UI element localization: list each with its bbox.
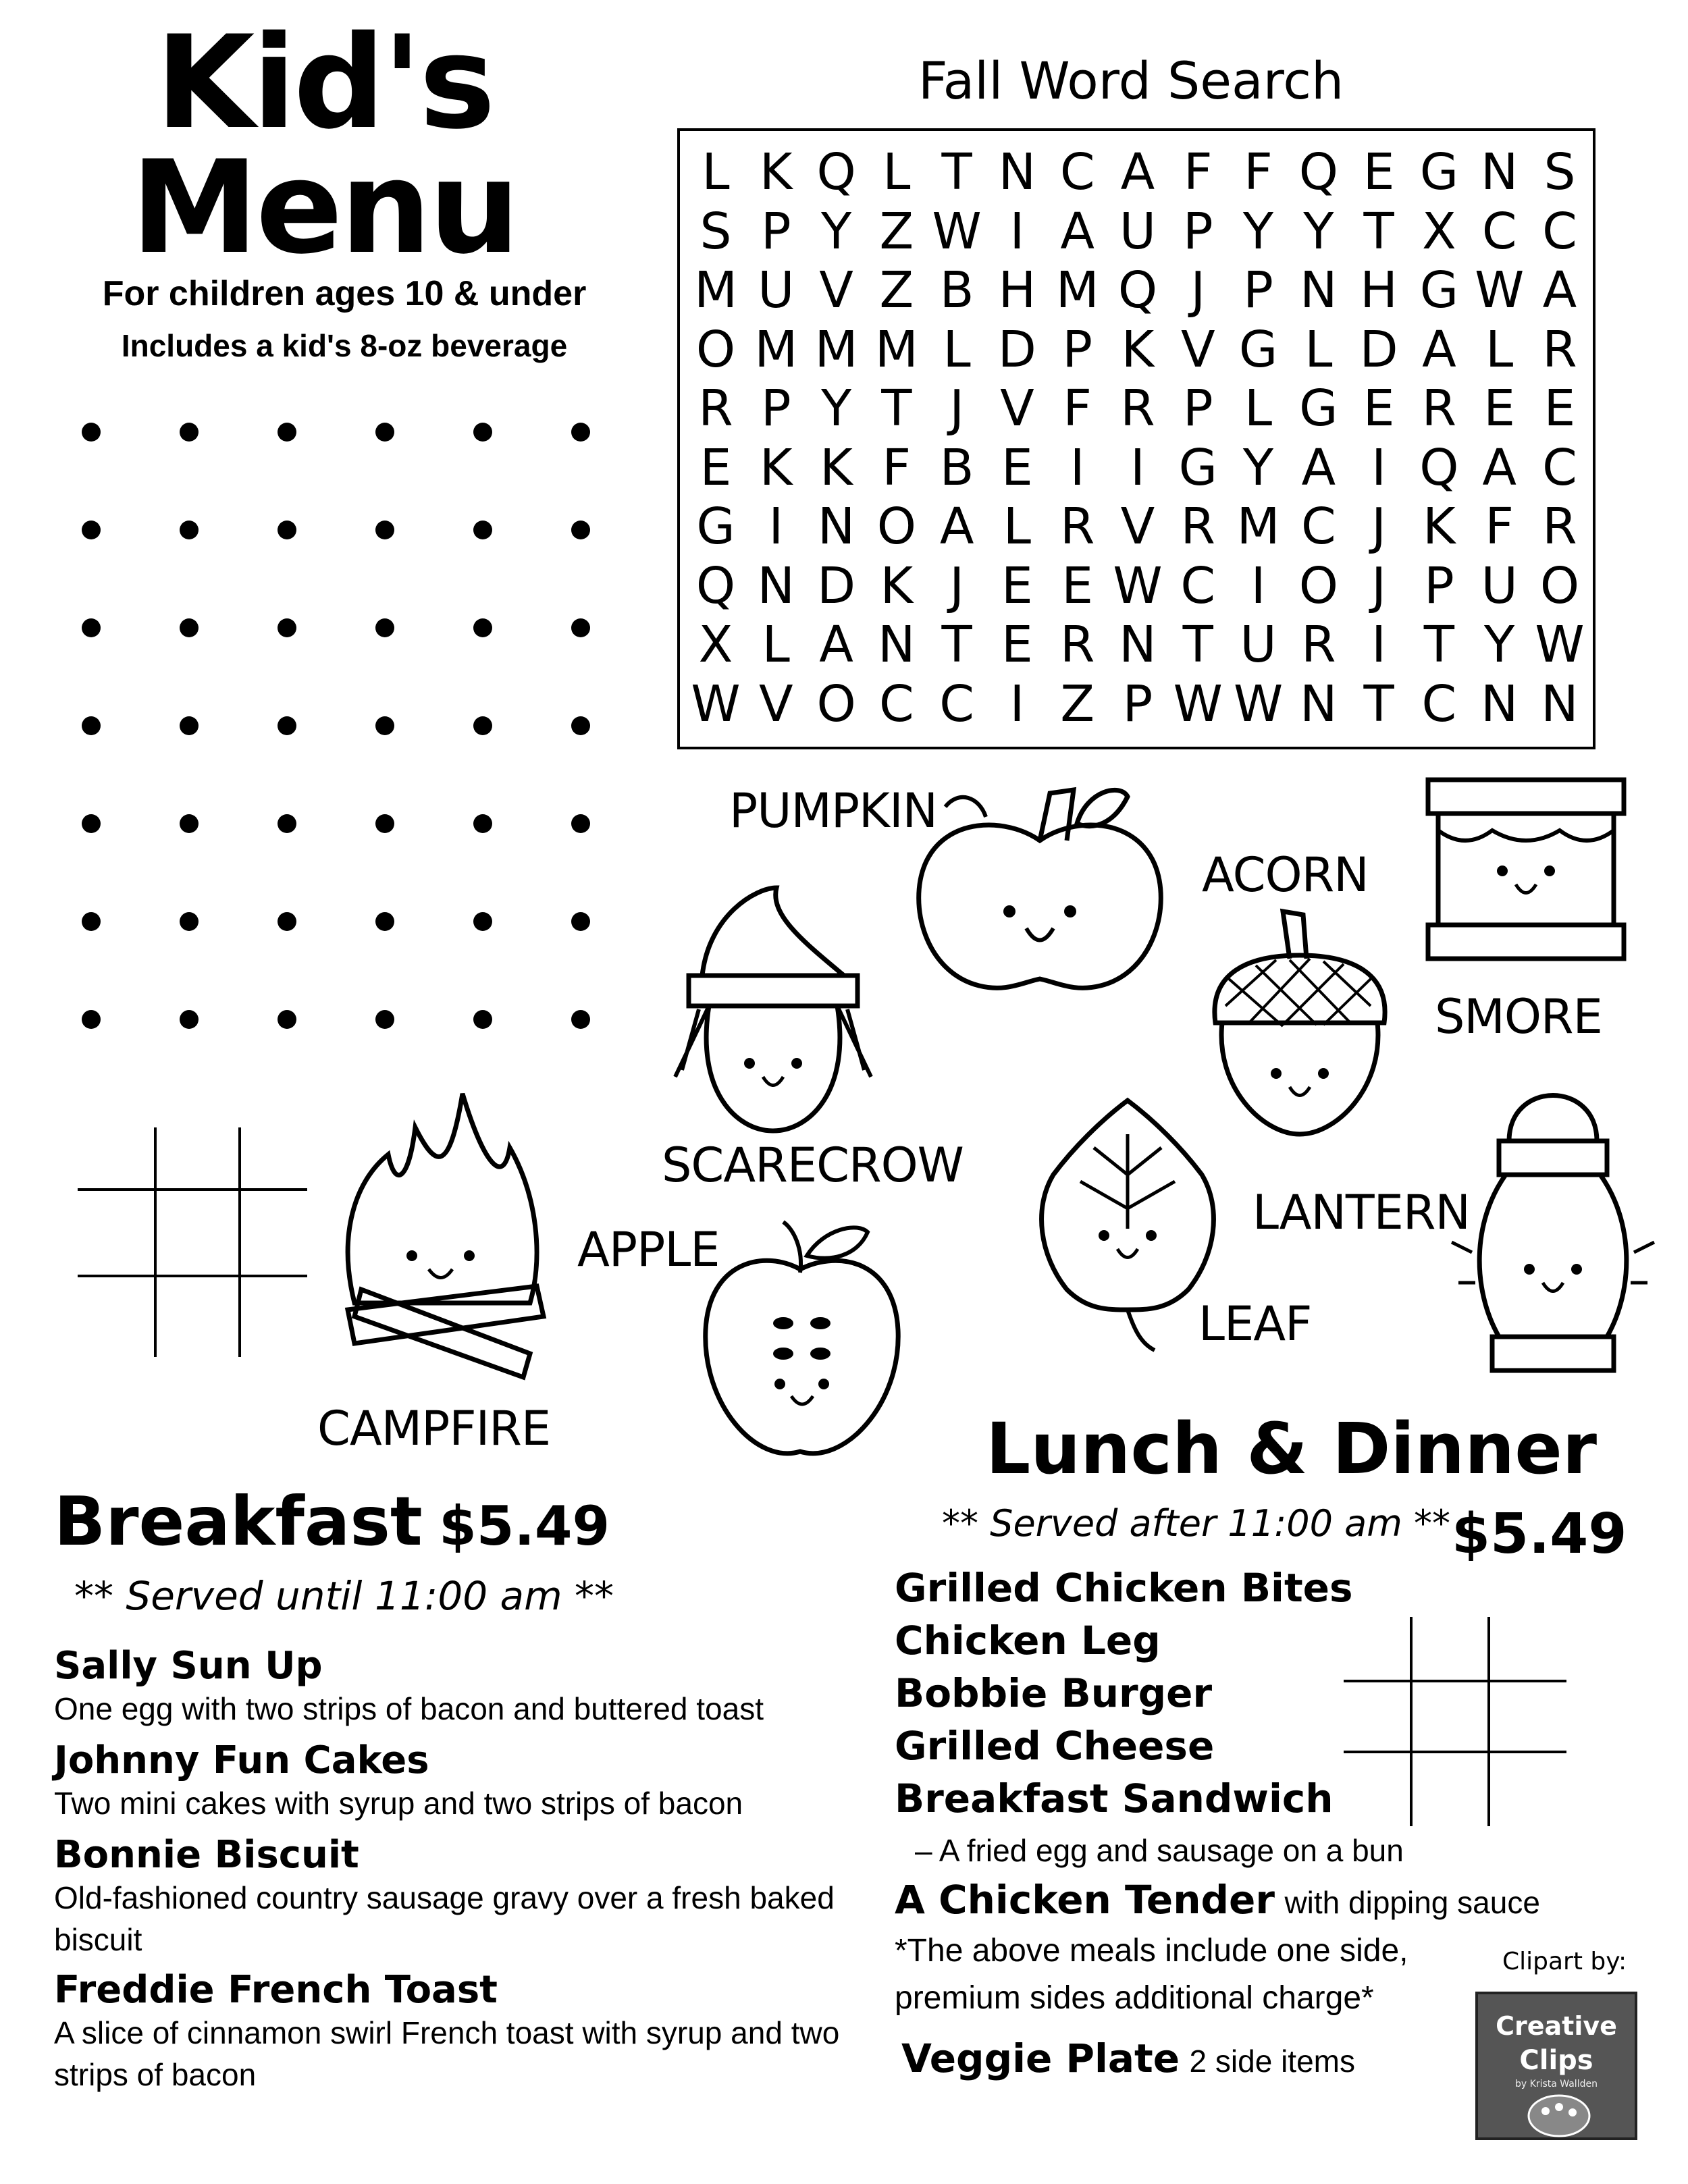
word-search-letter[interactable]: F (1485, 498, 1514, 556)
title-line-2: Menu (130, 133, 518, 282)
word-search-letter[interactable]: N (757, 557, 795, 615)
word-search-letter[interactable]: E (1061, 557, 1094, 615)
word-search-letter[interactable]: D (1359, 321, 1398, 379)
breakfast-served-note: ** Served until 11:00 am ** (74, 1573, 614, 1619)
label-leaf: LEAF (1198, 1296, 1312, 1352)
word-search-letter[interactable]: C (1059, 143, 1095, 201)
word-search-letter[interactable]: V (758, 675, 793, 733)
lunch-item: Grilled Chicken Bites (895, 1565, 1353, 1611)
grid-dot[interactable] (180, 521, 199, 539)
breakfast-item-desc: Two mini cakes with syrup and two strips of bacon (54, 1786, 743, 1821)
veggie-plate-desc: 2 side items (1189, 2044, 1355, 2079)
word-search-letter[interactable]: I (1371, 616, 1386, 674)
word-search-letter[interactable]: Y (820, 203, 852, 261)
word-search-letter[interactable]: M (874, 321, 918, 379)
word-search-letter[interactable]: U (1240, 616, 1277, 674)
grid-dot[interactable] (571, 814, 590, 833)
word-search-letter[interactable]: R (1301, 616, 1336, 674)
tic-tac-toe-grid-right[interactable] (1344, 1617, 1566, 1826)
word-search-letter[interactable]: O (816, 675, 856, 733)
grid-dot[interactable] (375, 521, 394, 539)
word-search-letter[interactable]: M (694, 261, 737, 319)
word-search-letter[interactable]: Z (879, 261, 914, 319)
scarecrow-icon (668, 874, 878, 1144)
word-search-letter[interactable]: T (941, 616, 972, 674)
lunch-item: Grilled Cheese (895, 1723, 1215, 1769)
word-search-letter[interactable]: N (1119, 616, 1157, 674)
grid-dot[interactable] (180, 618, 199, 637)
tic-tac-toe-grid-left[interactable] (78, 1127, 307, 1357)
word-search-letter[interactable]: M (814, 321, 858, 379)
word-search-letter[interactable]: Q (816, 143, 856, 201)
lunch-price: $5.49 (1452, 1502, 1627, 1566)
word-search-letter[interactable]: A (1482, 439, 1516, 497)
word-search-row[interactable] (689, 677, 1587, 731)
word-search-letter[interactable]: E (1001, 439, 1033, 497)
word-search-letter[interactable]: I (1250, 557, 1266, 615)
word-search-letter[interactable]: P (1424, 557, 1454, 615)
word-search-letter[interactable]: K (1121, 321, 1155, 379)
word-search-letter[interactable]: R (1120, 379, 1155, 437)
grid-dot[interactable] (82, 1010, 101, 1029)
breakfast-item-desc: A slice of cinnamon swirl French toast with syrup and two strips of bacon (54, 2015, 840, 2092)
word-search-letter[interactable]: R (1180, 498, 1215, 556)
word-search-letter[interactable]: A (1120, 143, 1155, 201)
label-smore: SMORE (1435, 989, 1602, 1044)
beverage-note: Includes a kid's 8-oz beverage (121, 328, 568, 363)
grid-dot[interactable] (278, 716, 296, 735)
apple-icon (695, 1215, 912, 1472)
word-search-letter[interactable]: Z (879, 203, 914, 261)
creative-clips-logo (1475, 1992, 1637, 2140)
grid-dot[interactable] (180, 716, 199, 735)
word-search-letter[interactable]: A (1422, 321, 1456, 379)
grid-dot[interactable] (278, 814, 296, 833)
word-search-row[interactable] (689, 500, 1587, 554)
word-search-letter[interactable]: Y (1303, 203, 1334, 261)
word-search-letter[interactable]: W (1173, 675, 1223, 733)
word-search-letter[interactable]: X (1422, 203, 1456, 261)
word-search-letter[interactable]: C (1300, 498, 1336, 556)
word-search-letter[interactable]: P (1182, 203, 1213, 261)
grid-dot[interactable] (571, 716, 590, 735)
word-search-letter[interactable]: A (1301, 439, 1336, 497)
breakfast-item-name: Sally Sun Up (54, 1644, 323, 1688)
word-search-letter[interactable]: T (1423, 616, 1454, 674)
grid-dot[interactable] (473, 1010, 492, 1029)
word-search-letter[interactable]: R (698, 379, 733, 437)
word-search-letter[interactable]: C (939, 675, 974, 733)
word-search-row[interactable] (689, 145, 1587, 199)
word-search-row[interactable] (689, 323, 1587, 377)
grid-dot[interactable] (180, 1010, 199, 1029)
word-search-letter[interactable]: L (1304, 321, 1333, 379)
word-search-letter[interactable]: C (1180, 557, 1216, 615)
grid-dot[interactable] (180, 814, 199, 833)
grid-dot[interactable] (571, 521, 590, 539)
word-search-letter[interactable]: E (1363, 379, 1395, 437)
sides-note-line-2: premium sides additional charge* (895, 1980, 1374, 2016)
grid-dot[interactable] (180, 423, 199, 442)
acorn-icon (1202, 905, 1398, 1148)
word-search-letter[interactable]: O (876, 498, 916, 556)
word-search-letter[interactable]: P (1062, 321, 1092, 379)
grid-dot[interactable] (82, 814, 101, 833)
campfire-icon (334, 1087, 557, 1391)
title-line-1: Kid's (155, 8, 493, 157)
label-acorn: ACORN (1202, 847, 1369, 903)
veggie-plate-name: Veggie Plate (901, 2035, 1180, 2081)
word-search-letter[interactable]: K (820, 439, 853, 497)
word-search-letter[interactable]: L (882, 143, 911, 201)
word-search-letter[interactable]: V (1000, 379, 1034, 437)
word-search-letter[interactable]: W (1233, 675, 1284, 733)
grid-dot[interactable] (278, 1010, 296, 1029)
word-search-letter[interactable]: C (1421, 675, 1457, 733)
word-search-letter[interactable]: F (1244, 143, 1273, 201)
grid-dot[interactable] (82, 521, 101, 539)
word-search-letter[interactable]: T (1363, 675, 1394, 733)
word-search-letter[interactable]: R (1542, 321, 1577, 379)
word-search-letter[interactable]: K (760, 439, 793, 497)
word-search-letter[interactable]: T (941, 143, 972, 201)
clipart-credit-label: Clipart by: (1502, 1948, 1627, 1975)
label-campfire: CAMPFIRE (317, 1401, 551, 1456)
word-search-letter[interactable]: T (1182, 616, 1213, 674)
grid-dot[interactable] (82, 423, 101, 442)
word-search-letter[interactable]: I (1070, 439, 1085, 497)
breakfast-item-name: Johnny Fun Cakes (54, 1738, 429, 1782)
chicken-tender-name: A Chicken Tender (895, 1877, 1275, 1923)
word-search-letter[interactable]: H (1360, 261, 1398, 319)
lunch-item: Bobbie Burger (895, 1670, 1213, 1716)
word-search-row[interactable] (689, 618, 1587, 672)
grid-dot[interactable] (375, 912, 394, 931)
breakfast-item-name: Freddie French Toast (54, 1968, 498, 2012)
grid-dot[interactable] (375, 423, 394, 442)
logo-text-2: Clips (1519, 2045, 1593, 2076)
grid-dot[interactable] (473, 716, 492, 735)
grid-dot[interactable] (82, 618, 101, 637)
grid-dot[interactable] (278, 912, 296, 931)
word-search-letter[interactable]: C (879, 675, 914, 733)
word-search-letter[interactable]: K (880, 557, 914, 615)
word-search-letter[interactable]: R (1542, 498, 1577, 556)
word-search-letter[interactable]: N (998, 143, 1036, 201)
veggie-plate-line (901, 2035, 1355, 2082)
word-search-letter[interactable]: L (762, 616, 790, 674)
grid-dot[interactable] (571, 423, 590, 442)
chicken-tender-line (895, 1877, 1540, 1923)
grid-dot[interactable] (375, 716, 394, 735)
word-search-row[interactable] (689, 381, 1587, 435)
word-search-letter[interactable]: F (1063, 379, 1092, 437)
word-search-letter[interactable]: Y (1484, 616, 1515, 674)
breakfast-item (54, 1644, 864, 1730)
word-search-letter[interactable]: A (1060, 203, 1094, 261)
smore-icon (1425, 776, 1627, 965)
word-search-letter[interactable]: A (819, 616, 853, 674)
word-search-letter[interactable]: J (949, 379, 965, 437)
word-search-row[interactable] (689, 441, 1587, 495)
word-search-letter[interactable]: V (1120, 498, 1155, 556)
word-search-letter[interactable]: Z (1060, 675, 1095, 733)
word-search-letter[interactable]: Q (1419, 439, 1459, 497)
lunch-served-note: ** Served after 11:00 am ** (942, 1502, 1450, 1545)
word-search-letter[interactable]: N (1300, 261, 1338, 319)
word-search-letter[interactable]: C (1481, 203, 1517, 261)
word-search-letter[interactable]: U (758, 261, 795, 319)
palette-icon (1525, 2092, 1593, 2139)
word-search-letter[interactable]: R (1421, 379, 1457, 437)
word-search-letter[interactable]: M (1055, 261, 1099, 319)
word-search-letter[interactable]: M (754, 321, 798, 379)
word-search-letter[interactable]: R (1059, 498, 1095, 556)
word-search-row[interactable] (689, 205, 1587, 259)
word-search-letter[interactable]: U (1119, 203, 1157, 261)
word-search-letter[interactable]: C (1542, 203, 1577, 261)
word-search-letter[interactable]: D (817, 557, 856, 615)
word-search-letter[interactable]: J (1190, 261, 1206, 319)
label-lantern: LANTERN (1252, 1185, 1470, 1240)
grid-dot[interactable] (375, 618, 394, 637)
word-search-letter[interactable]: I (1371, 439, 1386, 497)
grid-dot[interactable] (571, 618, 590, 637)
word-search-letter[interactable]: G (1419, 143, 1459, 201)
word-search-letter[interactable]: I (1130, 439, 1145, 497)
word-search-letter[interactable]: W (1535, 616, 1585, 674)
breakfast-item-name: Bonnie Biscuit (54, 1833, 359, 1877)
grid-dot[interactable] (473, 423, 492, 442)
word-search-letter[interactable]: N (1480, 143, 1519, 201)
word-search-letter[interactable]: W (691, 675, 741, 733)
word-search-letter[interactable]: O (695, 321, 736, 379)
word-search-letter[interactable]: G (696, 498, 735, 556)
word-search-letter[interactable]: N (878, 616, 916, 674)
grid-dot[interactable] (180, 912, 199, 931)
word-search-letter[interactable]: E (1544, 379, 1576, 437)
word-search-letter[interactable]: W (1475, 261, 1525, 319)
breakfast-header (54, 1482, 610, 1561)
word-search-letter[interactable]: B (939, 439, 974, 497)
lantern-icon (1445, 1067, 1661, 1384)
word-search-letter[interactable]: U (1481, 557, 1518, 615)
grid-dot[interactable] (82, 912, 101, 931)
word-search-letter[interactable]: R (1059, 616, 1095, 674)
word-search-letter[interactable]: E (700, 439, 732, 497)
word-search-letter[interactable]: W (932, 203, 982, 261)
word-search-letter[interactable]: Y (1242, 203, 1274, 261)
lunch-item: Chicken Leg (895, 1618, 1161, 1663)
grid-dot[interactable] (473, 521, 492, 539)
word-search-letter[interactable]: N (1300, 675, 1338, 733)
word-search-letter[interactable]: S (700, 203, 732, 261)
word-search-letter[interactable]: W (1113, 557, 1163, 615)
grid-dot[interactable] (278, 423, 296, 442)
word-search-letter[interactable]: E (1363, 143, 1395, 201)
lunch-item: Breakfast Sandwich (895, 1776, 1334, 1821)
word-search-letter[interactable]: G (1238, 321, 1278, 379)
grid-dot[interactable] (571, 1010, 590, 1029)
word-search-letter[interactable]: F (1183, 143, 1213, 201)
word-search-letter[interactable]: V (1180, 321, 1215, 379)
word-search-letter[interactable]: L (1003, 498, 1032, 556)
sides-note-line-1: *The above meals include one side, (895, 1933, 1408, 1969)
word-search-letter[interactable]: M (1236, 498, 1280, 556)
word-search-letter[interactable]: J (1371, 557, 1386, 615)
word-search-row[interactable] (689, 263, 1587, 317)
grid-dot[interactable] (473, 814, 492, 833)
grid-dot[interactable] (375, 814, 394, 833)
menu-title (128, 8, 520, 282)
word-search-letter[interactable]: J (1371, 498, 1386, 556)
word-search-letter[interactable]: S (1544, 143, 1576, 201)
chicken-tender-desc: with dipping sauce (1284, 1885, 1540, 1920)
grid-dot[interactable] (278, 618, 296, 637)
word-search-letter[interactable]: P (760, 379, 791, 437)
word-search-letter[interactable]: D (997, 321, 1036, 379)
breakfast-item (54, 1968, 864, 2096)
breakfast-price: $5.49 (439, 1495, 610, 1557)
word-search-letter[interactable]: E (1001, 616, 1033, 674)
word-search-letter[interactable]: N (1541, 675, 1579, 733)
label-pumpkin: PUMPKIN (729, 783, 937, 838)
word-search-letter[interactable]: K (1423, 498, 1456, 556)
word-search-letter[interactable]: G (1178, 439, 1217, 497)
word-search-letter[interactable]: N (817, 498, 855, 556)
breakfast-item-desc: One egg with two strips of bacon and buttered toast (54, 1691, 764, 1726)
word-search-letter[interactable]: T (1363, 203, 1394, 261)
word-search-letter[interactable]: K (760, 143, 793, 201)
label-apple: APPLE (577, 1222, 720, 1277)
word-search-letter[interactable]: A (939, 498, 974, 556)
word-search-letter[interactable]: I (1009, 203, 1025, 261)
grid-dot[interactable] (82, 716, 101, 735)
word-search-letter[interactable]: Y (1242, 439, 1274, 497)
word-search-letter[interactable]: P (1182, 379, 1213, 437)
grid-dot[interactable] (278, 521, 296, 539)
breakfast-item (54, 1833, 864, 1961)
word-search-letter[interactable]: A (1542, 261, 1577, 319)
word-search-letter[interactable]: L (1485, 321, 1514, 379)
word-search-letter[interactable]: L (702, 143, 730, 201)
word-search-letter[interactable]: F (882, 439, 912, 497)
word-search-letter[interactable]: B (939, 261, 974, 319)
word-search-letter[interactable]: Y (820, 379, 852, 437)
word-search-letter[interactable]: O (1298, 557, 1338, 615)
word-search-letter[interactable]: X (698, 616, 733, 674)
breakfast-item (54, 1738, 864, 1824)
label-scarecrow: SCARECROW (662, 1138, 964, 1193)
word-search-letter[interactable]: P (760, 203, 791, 261)
word-search-row[interactable] (689, 559, 1587, 613)
word-search-letter[interactable]: T (881, 379, 912, 437)
word-search-letter[interactable]: N (1480, 675, 1519, 733)
pumpkin-icon (905, 776, 1175, 1006)
word-search-letter[interactable]: Q (1298, 143, 1338, 201)
breakfast-sandwich-desc: – A fried egg and sausage on a bun (915, 1833, 1404, 1868)
word-search-letter[interactable]: H (998, 261, 1036, 319)
word-search-letter[interactable]: Q (1117, 261, 1158, 319)
word-search-title: Fall Word Search (918, 51, 1344, 111)
word-search-letter[interactable]: P (1243, 261, 1273, 319)
word-search-letter[interactable]: E (1483, 379, 1516, 437)
word-search-letter[interactable]: G (1419, 261, 1459, 319)
word-search-letter[interactable]: L (1244, 379, 1273, 437)
word-search-letter[interactable]: L (943, 321, 971, 379)
grid-dot[interactable] (473, 912, 492, 931)
word-search-letter[interactable]: P (1122, 675, 1153, 733)
word-search-letter[interactable]: C (1542, 439, 1577, 497)
grid-dot[interactable] (571, 912, 590, 931)
word-search-letter[interactable]: O (1539, 557, 1580, 615)
word-search-letter[interactable]: I (1009, 675, 1025, 733)
word-search-letter[interactable]: V (819, 261, 853, 319)
grid-dot[interactable] (375, 1010, 394, 1029)
logo-text-3: by Krista Wallden (1515, 2079, 1598, 2089)
word-search-letter[interactable]: J (949, 557, 965, 615)
breakfast-heading: Breakfast (54, 1482, 423, 1561)
word-search-letter[interactable]: Q (695, 557, 736, 615)
word-search-letter[interactable]: G (1299, 379, 1338, 437)
grid-dot[interactable] (473, 618, 492, 637)
breakfast-item-desc: Old-fashioned country sausage gravy over a fresh baked biscuit (54, 1880, 835, 1957)
word-search-letter[interactable]: I (768, 498, 784, 556)
word-search-letter[interactable]: E (1001, 557, 1033, 615)
lunch-heading: Lunch & Dinner (986, 1408, 1598, 1490)
age-note: For children ages 10 & under (102, 274, 587, 313)
logo-text-1: Creative (1496, 2011, 1617, 2041)
